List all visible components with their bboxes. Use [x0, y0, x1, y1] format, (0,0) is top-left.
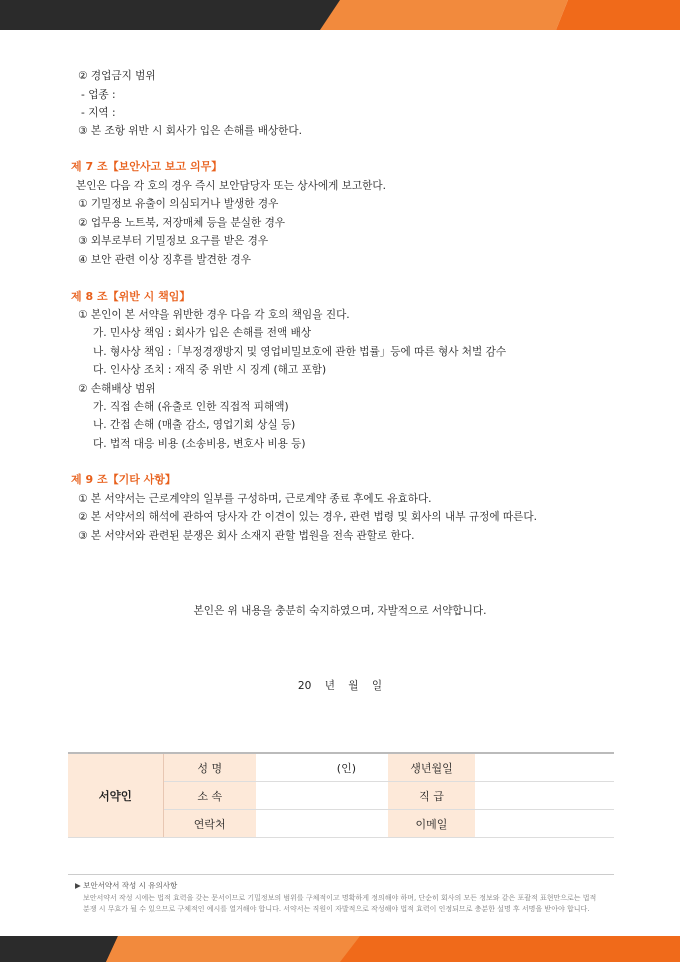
clause8-item1-sub: 나. 형사상 책임 :「부정경쟁방지 및 영업비밀보호에 관한 법률」등에 따른 형사 처벌 감수 [93, 346, 507, 358]
clause7-item: ③ 외부로부터 기밀정보 요구를 받은 경우 [78, 235, 269, 247]
seal-mark: (인) [336, 761, 356, 775]
note-divider [68, 874, 614, 875]
clause8-item2-sub: 나. 간접 손해 (매출 감소, 영업기회 상실 등) [93, 419, 296, 431]
name-label: 성 명 [163, 753, 256, 782]
clause6-item2: ② 경업금지 범위 [78, 70, 156, 82]
clause8-item2-sub: 다. 법적 대응 비용 (소송비용, 변호사 비용 등) [93, 438, 306, 450]
email-field[interactable] [475, 810, 614, 838]
birth-field[interactable] [475, 753, 614, 782]
clause6-item2-industry: - 업종 : [81, 89, 116, 101]
clause9-item: ① 본 서약서는 근로계약의 일부를 구성하며, 근로계약 종료 후에도 유효하다. [78, 493, 432, 505]
clause8-item1-sub: 가. 민사상 책임 : 회사가 입은 손해를 전액 배상 [93, 327, 312, 339]
signer-table [68, 752, 614, 838]
contact-field[interactable] [256, 810, 388, 838]
clause8-item1: ① 본인이 본 서약을 위반한 경우 다음 각 호의 책임을 진다. [78, 309, 350, 321]
position-field[interactable] [475, 782, 614, 810]
clause8-item2-sub: 가. 직접 손해 (유출로 인한 직접적 피해액) [93, 401, 289, 413]
note-title: ▶ 보안서약서 작성 시 유의사항 [75, 881, 178, 890]
dept-field[interactable] [256, 782, 388, 810]
clause6-item3: ③ 본 조항 위반 시 회사가 입은 손해를 배상한다. [78, 125, 303, 137]
date-line: 20 년 월 일 [297, 680, 383, 692]
clause7-item: ① 기밀정보 유출이 의심되거나 발생한 경우 [78, 198, 279, 210]
clause8-item1-sub: 다. 인사상 조치 : 재직 중 위반 시 징계 (해고 포함) [93, 364, 327, 376]
contact-label: 연락처 [163, 810, 256, 838]
signer-section-label: 서약인 [68, 753, 163, 838]
name-field[interactable] [256, 753, 388, 782]
clause9-item: ② 본 서약서의 해석에 관하여 당사자 간 이견이 있는 경우, 관련 법령 및 회사의 내부 규정에 따른다. [78, 511, 537, 523]
clause6-item2-region: - 지역 : [81, 107, 116, 119]
birth-label: 생년월일 [388, 753, 475, 782]
header-decoration [0, 0, 680, 30]
clause7-heading: 제 7 조【보안사고 보고 의무】 [71, 160, 223, 173]
clause8-heading: 제 8 조【위반 시 책임】 [71, 290, 191, 303]
email-label: 이메일 [388, 810, 475, 838]
clause7-item: ④ 보안 관련 이상 징후를 발견한 경우 [78, 254, 251, 266]
position-label: 직 급 [388, 782, 475, 810]
clause9-heading: 제 9 조【기타 사항】 [71, 473, 176, 486]
clause7-intro: 본인은 다음 각 호의 경우 즉시 보안담당자 또는 상사에게 보고한다. [76, 180, 386, 192]
closing-statement: 본인은 위 내용을 충분히 숙지하였으며, 자발적으로 서약합니다. [193, 605, 487, 617]
dept-label: 소 속 [163, 782, 256, 810]
clause9-item: ③ 본 서약서와 관련된 분쟁은 회사 소재지 관할 법원을 전속 관할로 한다. [78, 530, 415, 542]
footer-decoration [0, 936, 680, 962]
clause7-item: ② 업무용 노트북, 저장매체 등을 분실한 경우 [78, 217, 286, 229]
clause8-item2: ② 손해배상 범위 [78, 383, 156, 395]
note-body: 보안서약서 작성 시에는 법적 효력을 갖는 문서이므로 기밀정보의 범위를 구체적이고 명확하게 정의해야 하며, 단순히 회사의 모든 정보와 같은 포괄적 표현만으로는 법적 분쟁 시 무효가 될 수 있으므로 구체적인 예시를 열거해야 합니다. 서약서는 직원이 자발적으로 작성해야 법적 효력이 인정되므로 충분한 설명 후 서명을 받아야 합니다. [83, 894, 597, 913]
